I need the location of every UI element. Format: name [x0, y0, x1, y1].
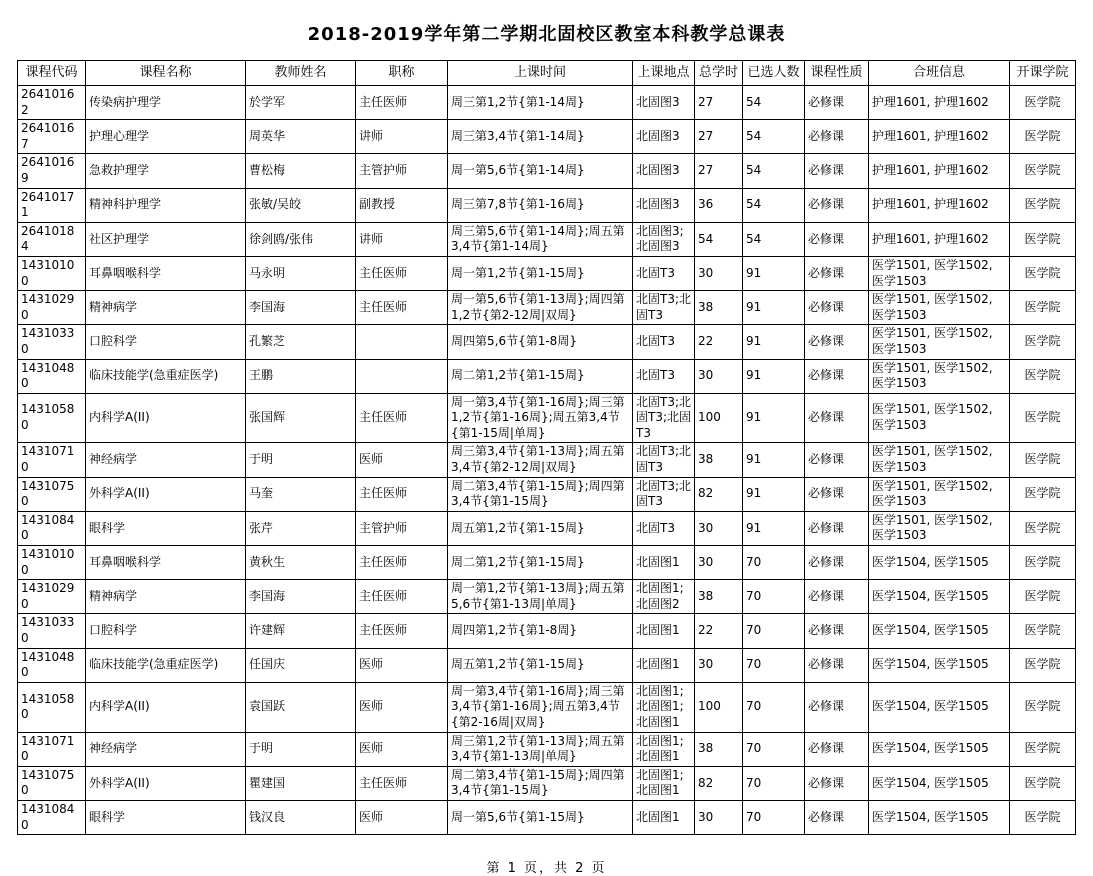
cell-college: 医学院	[1010, 766, 1076, 800]
cell-enrolled-count: 54	[743, 86, 805, 120]
cell-college: 医学院	[1010, 325, 1076, 359]
cell-course-code: 14310710	[18, 732, 86, 766]
cell-combined-class-info: 医学1501, 医学1502, 医学1503	[869, 511, 1010, 545]
cell-total-hours: 82	[695, 766, 743, 800]
cell-enrolled-count: 54	[743, 188, 805, 222]
cell-course-code: 14310750	[18, 766, 86, 800]
cell-course-name: 外科学A(II)	[86, 477, 246, 511]
cell-course-type: 必修课	[805, 393, 869, 443]
cell-course-code: 14310750	[18, 477, 86, 511]
cell-class-time: 周三第1,2节{第1-14周}	[448, 86, 633, 120]
column-header-course-code: 课程代码	[18, 61, 86, 86]
cell-course-type: 必修课	[805, 443, 869, 477]
cell-enrolled-count: 54	[743, 154, 805, 188]
cell-class-time: 周四第5,6节{第1-8周}	[448, 325, 633, 359]
cell-total-hours: 27	[695, 86, 743, 120]
cell-class-time: 周五第1,2节{第1-15周}	[448, 648, 633, 682]
cell-course-name: 耳鼻咽喉科学	[86, 256, 246, 290]
cell-enrolled-count: 70	[743, 800, 805, 834]
cell-combined-class-info: 医学1501, 医学1502, 医学1503	[869, 325, 1010, 359]
cell-course-code: 14310710	[18, 443, 86, 477]
cell-location: 北固图1;北固图1	[633, 732, 695, 766]
cell-college: 医学院	[1010, 682, 1076, 732]
cell-course-type: 必修课	[805, 766, 869, 800]
cell-combined-class-info: 护理1601, 护理1602	[869, 154, 1010, 188]
cell-enrolled-count: 70	[743, 648, 805, 682]
cell-teacher-name: 徐剑鸥/张伟	[246, 222, 356, 256]
cell-teacher-name: 孔繁芝	[246, 325, 356, 359]
cell-job-title: 主任医师	[356, 256, 448, 290]
cell-class-time: 周一第3,4节{第1-16周};周三第1,2节{第1-16周};周五第3,4节{第1-15周|单周}	[448, 393, 633, 443]
column-header-teacher-name: 教师姓名	[246, 61, 356, 86]
cell-enrolled-count: 91	[743, 291, 805, 325]
cell-college: 医学院	[1010, 393, 1076, 443]
cell-total-hours: 38	[695, 443, 743, 477]
cell-job-title: 主任医师	[356, 477, 448, 511]
cell-course-type: 必修课	[805, 732, 869, 766]
cell-total-hours: 100	[695, 682, 743, 732]
cell-course-type: 必修课	[805, 359, 869, 393]
cell-course-name: 临床技能学(急重症医学)	[86, 359, 246, 393]
cell-enrolled-count: 70	[743, 766, 805, 800]
cell-total-hours: 82	[695, 477, 743, 511]
column-header-course-name: 课程名称	[86, 61, 246, 86]
cell-teacher-name: 瞿建国	[246, 766, 356, 800]
cell-class-time: 周三第5,6节{第1-14周};周五第3,4节{第1-14周}	[448, 222, 633, 256]
cell-course-name: 急救护理学	[86, 154, 246, 188]
cell-teacher-name: 于明	[246, 732, 356, 766]
cell-combined-class-info: 护理1601, 护理1602	[869, 86, 1010, 120]
cell-course-name: 传染病护理学	[86, 86, 246, 120]
cell-course-name: 精神病学	[86, 580, 246, 614]
cell-course-name: 耳鼻咽喉科学	[86, 546, 246, 580]
cell-total-hours: 30	[695, 648, 743, 682]
cell-course-code: 14310580	[18, 682, 86, 732]
cell-college: 医学院	[1010, 477, 1076, 511]
cell-combined-class-info: 医学1501, 医学1502, 医学1503	[869, 443, 1010, 477]
cell-location: 北固图3	[633, 188, 695, 222]
cell-job-title	[356, 325, 448, 359]
cell-course-type: 必修课	[805, 800, 869, 834]
table-row	[18, 291, 1076, 325]
cell-job-title: 主任医师	[356, 614, 448, 648]
page-footer: 第 1 页，共 2 页	[486, 861, 607, 876]
cell-course-type: 必修课	[805, 614, 869, 648]
cell-course-type: 必修课	[805, 325, 869, 359]
cell-class-time: 周五第1,2节{第1-15周}	[448, 511, 633, 545]
cell-class-time: 周一第5,6节{第1-15周}	[448, 800, 633, 834]
cell-teacher-name: 李国海	[246, 291, 356, 325]
table-row	[18, 120, 1076, 154]
column-header-course-type: 课程性质	[805, 61, 869, 86]
cell-course-type: 必修课	[805, 188, 869, 222]
cell-job-title: 主任医师	[356, 766, 448, 800]
cell-job-title: 主任医师	[356, 86, 448, 120]
cell-teacher-name: 张敏/吴皎	[246, 188, 356, 222]
cell-course-code: 14310290	[18, 291, 86, 325]
table-row	[18, 766, 1076, 800]
cell-teacher-name: 於学军	[246, 86, 356, 120]
cell-class-time: 周三第3,4节{第1-14周}	[448, 120, 633, 154]
cell-college: 医学院	[1010, 511, 1076, 545]
column-header-job-title: 职称	[356, 61, 448, 86]
cell-job-title: 主管护师	[356, 511, 448, 545]
cell-course-type: 必修课	[805, 580, 869, 614]
cell-college: 医学院	[1010, 359, 1076, 393]
cell-location: 北固T3	[633, 511, 695, 545]
cell-class-time: 周一第3,4节{第1-16周};周三第3,4节{第1-16周};周五第3,4节{第2-16周|双周}	[448, 682, 633, 732]
cell-course-type: 必修课	[805, 648, 869, 682]
cell-combined-class-info: 医学1501, 医学1502, 医学1503	[869, 256, 1010, 290]
cell-job-title: 讲师	[356, 120, 448, 154]
cell-location: 北固图3	[633, 154, 695, 188]
cell-class-time: 周一第1,2节{第1-13周};周五第5,6节{第1-13周|单周}	[448, 580, 633, 614]
cell-course-code: 14310840	[18, 511, 86, 545]
page-title: 2018-2019学年第二学期北固校区教室本科教学总课表	[307, 24, 786, 45]
cell-combined-class-info: 医学1504, 医学1505	[869, 546, 1010, 580]
cell-class-time: 周一第1,2节{第1-15周}	[448, 256, 633, 290]
cell-enrolled-count: 91	[743, 443, 805, 477]
cell-combined-class-info: 医学1504, 医学1505	[869, 732, 1010, 766]
cell-college: 医学院	[1010, 648, 1076, 682]
cell-course-code: 14310290	[18, 580, 86, 614]
cell-enrolled-count: 70	[743, 732, 805, 766]
cell-job-title: 医师	[356, 732, 448, 766]
cell-course-code: 26410167	[18, 120, 86, 154]
cell-combined-class-info: 医学1504, 医学1505	[869, 766, 1010, 800]
cell-job-title: 医师	[356, 800, 448, 834]
cell-total-hours: 30	[695, 800, 743, 834]
cell-course-code: 26410171	[18, 188, 86, 222]
cell-teacher-name: 李国海	[246, 580, 356, 614]
cell-enrolled-count: 91	[743, 256, 805, 290]
table-row	[18, 580, 1076, 614]
cell-teacher-name: 张芹	[246, 511, 356, 545]
cell-course-type: 必修课	[805, 511, 869, 545]
table-header	[18, 61, 1076, 86]
cell-teacher-name: 于明	[246, 443, 356, 477]
cell-location: 北固图3	[633, 86, 695, 120]
cell-course-type: 必修课	[805, 477, 869, 511]
cell-location: 北固T3	[633, 256, 695, 290]
table-row	[18, 86, 1076, 120]
cell-combined-class-info: 医学1501, 医学1502, 医学1503	[869, 477, 1010, 511]
cell-location: 北固T3;北固T3	[633, 443, 695, 477]
cell-class-time: 周四第1,2节{第1-8周}	[448, 614, 633, 648]
cell-enrolled-count: 70	[743, 546, 805, 580]
cell-enrolled-count: 70	[743, 614, 805, 648]
column-header-enrolled-count: 已选人数	[743, 61, 805, 86]
cell-college: 医学院	[1010, 580, 1076, 614]
cell-course-name: 神经病学	[86, 443, 246, 477]
cell-enrolled-count: 91	[743, 477, 805, 511]
cell-teacher-name: 许建辉	[246, 614, 356, 648]
cell-job-title: 主任医师	[356, 393, 448, 443]
cell-combined-class-info: 医学1504, 医学1505	[869, 800, 1010, 834]
cell-location: 北固T3;北固T3;北固T3	[633, 393, 695, 443]
cell-course-code: 14310480	[18, 359, 86, 393]
cell-total-hours: 27	[695, 120, 743, 154]
cell-combined-class-info: 护理1601, 护理1602	[869, 120, 1010, 154]
column-header-college: 开课学院	[1010, 61, 1076, 86]
cell-course-code: 14310840	[18, 800, 86, 834]
cell-teacher-name: 黄秋生	[246, 546, 356, 580]
cell-course-name: 社区护理学	[86, 222, 246, 256]
table-row	[18, 325, 1076, 359]
table-row	[18, 256, 1076, 290]
cell-location: 北固图1	[633, 800, 695, 834]
cell-location: 北固T3	[633, 325, 695, 359]
cell-total-hours: 38	[695, 732, 743, 766]
cell-location: 北固图1	[633, 546, 695, 580]
cell-location: 北固图3;北固图3	[633, 222, 695, 256]
cell-total-hours: 22	[695, 325, 743, 359]
cell-teacher-name: 曹松梅	[246, 154, 356, 188]
cell-class-time: 周一第5,6节{第1-14周}	[448, 154, 633, 188]
cell-course-name: 内科学A(II)	[86, 682, 246, 732]
cell-enrolled-count: 70	[743, 580, 805, 614]
cell-total-hours: 30	[695, 511, 743, 545]
table-row	[18, 477, 1076, 511]
cell-teacher-name: 王鹏	[246, 359, 356, 393]
cell-combined-class-info: 医学1504, 医学1505	[869, 682, 1010, 732]
cell-job-title: 主任医师	[356, 291, 448, 325]
cell-total-hours: 30	[695, 256, 743, 290]
cell-total-hours: 22	[695, 614, 743, 648]
cell-class-time: 周二第1,2节{第1-15周}	[448, 359, 633, 393]
cell-course-code: 14310330	[18, 325, 86, 359]
cell-course-type: 必修课	[805, 256, 869, 290]
table-row	[18, 443, 1076, 477]
cell-location: 北固图1	[633, 614, 695, 648]
cell-college: 医学院	[1010, 614, 1076, 648]
cell-total-hours: 100	[695, 393, 743, 443]
table-row	[18, 800, 1076, 834]
cell-course-name: 外科学A(II)	[86, 766, 246, 800]
table-row	[18, 393, 1076, 443]
cell-teacher-name: 马奎	[246, 477, 356, 511]
cell-enrolled-count: 91	[743, 325, 805, 359]
cell-course-code: 14310100	[18, 546, 86, 580]
cell-college: 医学院	[1010, 188, 1076, 222]
cell-enrolled-count: 54	[743, 120, 805, 154]
cell-total-hours: 38	[695, 580, 743, 614]
cell-course-code: 26410184	[18, 222, 86, 256]
cell-combined-class-info: 医学1501, 医学1502, 医学1503	[869, 393, 1010, 443]
cell-course-name: 临床技能学(急重症医学)	[86, 648, 246, 682]
cell-teacher-name: 袁国跃	[246, 682, 356, 732]
column-header-location: 上课地点	[633, 61, 695, 86]
cell-course-code: 14310330	[18, 614, 86, 648]
cell-course-code: 26410169	[18, 154, 86, 188]
cell-teacher-name: 钱汉良	[246, 800, 356, 834]
cell-location: 北固图1;北固图1;北固图1	[633, 682, 695, 732]
cell-course-code: 14310100	[18, 256, 86, 290]
cell-course-name: 口腔科学	[86, 325, 246, 359]
cell-enrolled-count: 91	[743, 511, 805, 545]
cell-course-name: 神经病学	[86, 732, 246, 766]
cell-location: 北固图1	[633, 648, 695, 682]
cell-combined-class-info: 医学1501, 医学1502, 医学1503	[869, 359, 1010, 393]
cell-job-title: 医师	[356, 443, 448, 477]
cell-enrolled-count: 91	[743, 393, 805, 443]
table-row	[18, 222, 1076, 256]
cell-location: 北固图1;北固图2	[633, 580, 695, 614]
column-header-total-hours: 总学时	[695, 61, 743, 86]
cell-job-title: 副教授	[356, 188, 448, 222]
column-header-combined-class-info: 合班信息	[869, 61, 1010, 86]
cell-combined-class-info: 医学1501, 医学1502, 医学1503	[869, 291, 1010, 325]
cell-college: 医学院	[1010, 443, 1076, 477]
cell-class-time: 周三第3,4节{第1-13周};周五第3,4节{第2-12周|双周}	[448, 443, 633, 477]
cell-total-hours: 27	[695, 154, 743, 188]
cell-course-name: 眼科学	[86, 511, 246, 545]
cell-teacher-name: 马永明	[246, 256, 356, 290]
cell-course-type: 必修课	[805, 120, 869, 154]
cell-location: 北固图3	[633, 120, 695, 154]
cell-course-name: 护理心理学	[86, 120, 246, 154]
cell-college: 医学院	[1010, 86, 1076, 120]
cell-course-name: 眼科学	[86, 800, 246, 834]
cell-course-name: 口腔科学	[86, 614, 246, 648]
cell-class-time: 周二第3,4节{第1-15周};周四第3,4节{第1-15周}	[448, 477, 633, 511]
cell-total-hours: 30	[695, 546, 743, 580]
cell-course-type: 必修课	[805, 682, 869, 732]
column-header-class-time: 上课时间	[448, 61, 633, 86]
cell-combined-class-info: 护理1601, 护理1602	[869, 188, 1010, 222]
cell-class-time: 周二第1,2节{第1-15周}	[448, 546, 633, 580]
cell-total-hours: 38	[695, 291, 743, 325]
cell-location: 北固T3;北固T3	[633, 477, 695, 511]
table-row	[18, 188, 1076, 222]
cell-course-code: 14310580	[18, 393, 86, 443]
cell-class-time: 周三第7,8节{第1-16周}	[448, 188, 633, 222]
table-body	[18, 86, 1076, 835]
cell-total-hours: 36	[695, 188, 743, 222]
table-row	[18, 546, 1076, 580]
cell-college: 医学院	[1010, 256, 1076, 290]
cell-combined-class-info: 医学1504, 医学1505	[869, 580, 1010, 614]
table-row	[18, 614, 1076, 648]
page-sheet	[0, 20, 1093, 876]
cell-total-hours: 54	[695, 222, 743, 256]
table-row	[18, 648, 1076, 682]
cell-job-title: 讲师	[356, 222, 448, 256]
cell-college: 医学院	[1010, 222, 1076, 256]
cell-course-code: 26410162	[18, 86, 86, 120]
table-row	[18, 359, 1076, 393]
cell-enrolled-count: 54	[743, 222, 805, 256]
cell-enrolled-count: 91	[743, 359, 805, 393]
cell-teacher-name: 张国辉	[246, 393, 356, 443]
cell-teacher-name: 任国庆	[246, 648, 356, 682]
cell-college: 医学院	[1010, 120, 1076, 154]
cell-college: 医学院	[1010, 732, 1076, 766]
cell-class-time: 周二第3,4节{第1-15周};周四第3,4节{第1-15周}	[448, 766, 633, 800]
cell-class-time: 周三第1,2节{第1-13周};周五第3,4节{第1-13周|单周}	[448, 732, 633, 766]
cell-course-name: 精神科护理学	[86, 188, 246, 222]
cell-course-type: 必修课	[805, 154, 869, 188]
table-header-row	[18, 61, 1076, 86]
cell-course-name: 内科学A(II)	[86, 393, 246, 443]
cell-location: 北固T3;北固T3	[633, 291, 695, 325]
cell-combined-class-info: 护理1601, 护理1602	[869, 222, 1010, 256]
cell-course-code: 14310480	[18, 648, 86, 682]
cell-college: 医学院	[1010, 546, 1076, 580]
table-row	[18, 511, 1076, 545]
cell-course-name: 精神病学	[86, 291, 246, 325]
cell-course-type: 必修课	[805, 222, 869, 256]
cell-location: 北固T3	[633, 359, 695, 393]
cell-job-title: 主任医师	[356, 546, 448, 580]
cell-college: 医学院	[1010, 291, 1076, 325]
cell-job-title: 医师	[356, 682, 448, 732]
cell-job-title: 主任医师	[356, 580, 448, 614]
cell-combined-class-info: 医学1504, 医学1505	[869, 614, 1010, 648]
course-schedule-table	[17, 60, 1076, 835]
cell-college: 医学院	[1010, 800, 1076, 834]
cell-enrolled-count: 70	[743, 682, 805, 732]
cell-course-type: 必修课	[805, 86, 869, 120]
table-row	[18, 732, 1076, 766]
cell-job-title	[356, 359, 448, 393]
cell-job-title: 主管护师	[356, 154, 448, 188]
cell-teacher-name: 周英华	[246, 120, 356, 154]
cell-total-hours: 30	[695, 359, 743, 393]
cell-combined-class-info: 医学1504, 医学1505	[869, 648, 1010, 682]
table-row	[18, 682, 1076, 732]
cell-job-title: 医师	[356, 648, 448, 682]
cell-class-time: 周一第5,6节{第1-13周};周四第1,2节{第2-12周|双周}	[448, 291, 633, 325]
table-row	[18, 154, 1076, 188]
cell-course-type: 必修课	[805, 291, 869, 325]
cell-college: 医学院	[1010, 154, 1076, 188]
cell-location: 北固图1;北固图1	[633, 766, 695, 800]
cell-course-type: 必修课	[805, 546, 869, 580]
